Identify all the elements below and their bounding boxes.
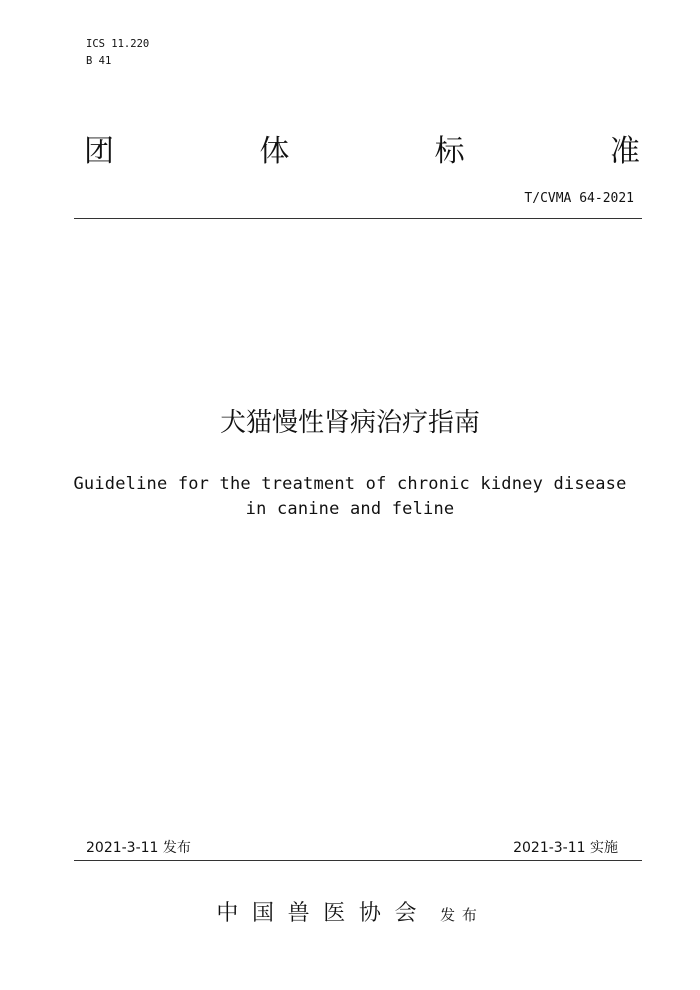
publisher-line [0,898,700,931]
publisher-name: 中国兽医协会 [216,901,431,926]
standard-type-char: 团 [84,134,114,169]
title-en-line-2: in canine and feline [245,499,455,519]
ics-code: ICS 11.220 [86,38,150,50]
ccs-code: B 41 [86,55,112,67]
bottom-divider [74,860,642,861]
document-title-zh: 犬猫慢性肾病治疗指南 [219,408,480,438]
title-en-line-1: Guideline for the treatment of chronic kidney disease [73,474,627,494]
implementation-date: 2021-3-11 实施 [513,840,618,856]
publish-label: 发布 [440,906,484,924]
document-title-en [0,472,700,522]
standard-type-char: 标 [434,134,465,169]
classification-codes [86,36,149,70]
standard-type-char: 准 [609,134,640,169]
standard-number: T/CVMA 64-2021 [524,191,634,206]
standard-type-heading [84,132,640,172]
issue-date: 2021-3-11 发布 [86,840,191,856]
top-divider [74,218,642,219]
standard-type-char: 体 [259,134,290,169]
